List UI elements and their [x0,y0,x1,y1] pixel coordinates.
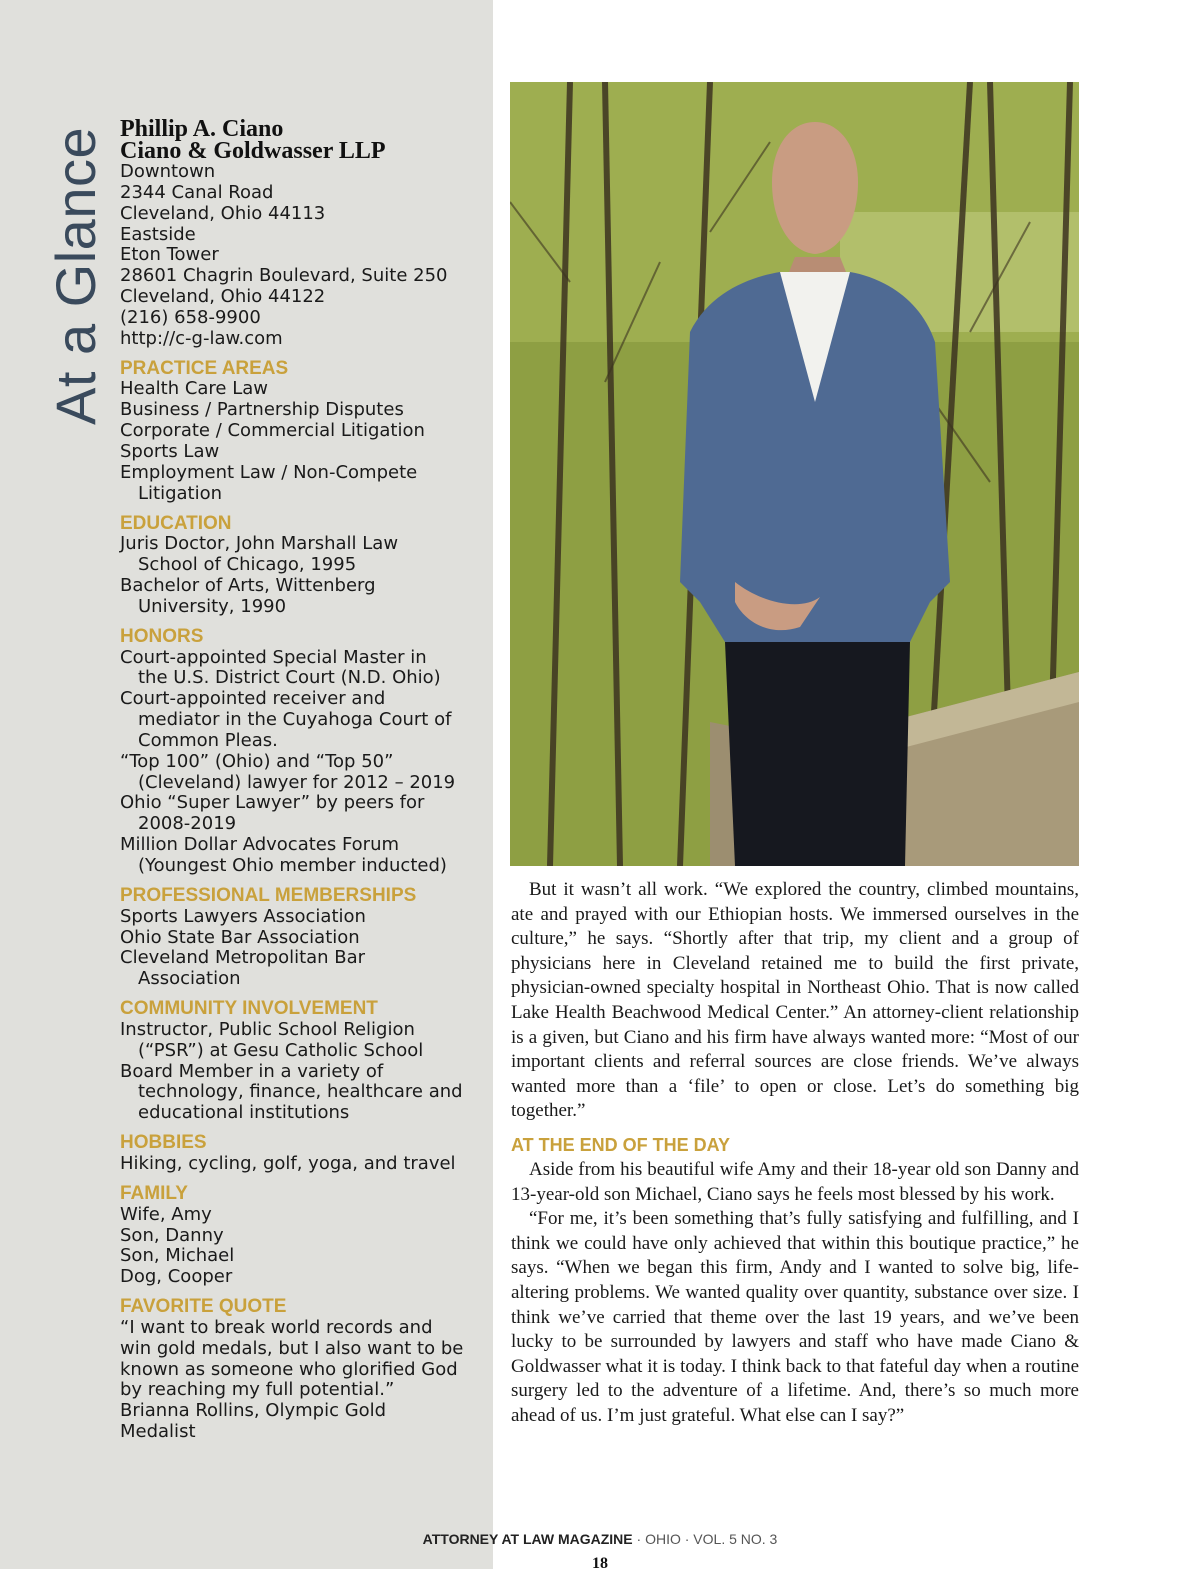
list-item: Million Dollar Advocates Forum [120,834,400,856]
article-body [511,878,1079,1428]
contact-block [120,162,485,350]
favorite-quote-heading: FAVORITE QUOTE [120,1296,287,1318]
list-item: Employment Law / Non-Compete [120,461,418,483]
list-item: Sports Law [120,440,220,462]
address-line: 28601 Chagrin Boulevard, Suite 250 [120,265,448,287]
quote-line: win gold medals, but I also want to be [120,1337,464,1359]
issue-info: · OHIO · VOL. 5 NO. 3 [632,1531,778,1547]
office-label-eastside: Eastside [120,223,196,245]
article-paragraph: “For me, it’s been something that’s fully satisfying and fulfilling, and I think we could have only achieved that within this boutique practice,” he says. “When we began this firm, Andy and I wanted to solve big, life-altering problems. We wanted quality over quantity, substance over size. I think we’ve carried that theme over the last 19 years, and we’ve been lucky to be surrounded by lawyers and staff who have made Ciano & Goldwasser what it is today. I think back to that fateful day when a routine surgery led to the adventure of a lifetime. And, there’s so much more ahead of us. I’m just grateful. What else can I say?” [511,1208,1079,1426]
attorney-name: Phillip A. Ciano [120,116,284,142]
list-item: Son, Danny [120,1224,224,1246]
quote-line: by reaching my full potential.” [120,1379,395,1401]
list-item-continuation: (Youngest Ohio member inducted) [138,855,447,876]
magazine-name: ATTORNEY AT LAW MAGAZINE [422,1531,633,1547]
portrait-photo-illustration [510,82,1079,866]
list-item: Corporate / Commercial Litigation [120,420,425,442]
list-item-continuation: the U.S. District Court (N.D. Ohio) [138,667,441,689]
page-number: 18 [592,1555,608,1572]
community-heading: COMMUNITY INVOLVEMENT [120,998,378,1020]
list-item-continuation: educational institutions [138,1102,350,1124]
address-line: Cleveland, Ohio 44122 [120,286,326,308]
hobbies-heading: HOBBIES [120,1132,207,1154]
article-paragraph: But it wasn’t all work. “We explored the country, climbed mountains, ate and prayed with our Ethiopian hosts. We immersed ourselves in the culture,” he says. “Shortly after that trip, my client and a group of physicians here in Cleveland retained me to build the first private, physician-owned specialty hospital in Northeast Ohio. That is now called Lake Health Beachwood Medical Center.” An attorney-client relationship is a given, but Ciano and his firm have always wanted more: “Most of our important clients and referral sources are close friends. We’ve always wanted more than a ‘file’ to open or close. Let’s do something big together.” [511,879,1079,1122]
list-item: Business / Partnership Disputes [120,399,404,421]
list-item-continuation: Association [138,968,241,990]
address-line: 2344 Canal Road [120,181,274,203]
list-item: Wife, Amy [120,1203,212,1225]
family-heading: FAMILY [120,1182,188,1204]
office-label-downtown: Downtown [120,161,216,182]
list-item: Board Member in a variety of [120,1060,384,1082]
list-item: Dog, Cooper [120,1266,233,1288]
list-item-continuation: (“PSR”) at Gesu Catholic School [138,1039,424,1061]
list-item-continuation: mediator in the Cuyahoga Court of [138,709,452,731]
list-item: Ohio State Bar Association [120,926,360,948]
list-item: Court-appointed receiver and [120,688,386,710]
article-subheading: AT THE END OF THE DAY [511,1134,731,1155]
list-item: Son, Michael [120,1245,235,1267]
list-item: Bachelor of Arts, Wittenberg [120,575,376,597]
portrait-photo [510,82,1079,866]
page-footer [0,1531,1200,1547]
address-line: Eton Tower [120,244,219,266]
firm-name: Ciano & Goldwasser LLP [120,138,386,164]
quote-attribution: Brianna Rollins, Olympic Gold [120,1400,387,1422]
list-item: Hiking, cycling, golf, yoga, and travel [120,1152,456,1174]
honors-heading: HONORS [120,625,204,647]
at-a-glance-title: At a Glance [44,126,107,425]
list-item-continuation: technology, finance, healthcare and [138,1081,463,1103]
list-item: Cleveland Metropolitan Bar [120,947,366,969]
list-item: Ohio “Super Lawyer” by peers for [120,792,425,814]
list-item: Health Care Law [120,378,269,400]
at-a-glance-sidebar [0,0,493,1569]
glance-content [120,118,485,1443]
list-item: Instructor, Public School Religion [120,1018,415,1040]
list-item: Sports Lawyers Association [120,905,366,927]
website-link[interactable]: http://c-g-law.com [120,327,283,349]
list-item-continuation: Common Pleas. [138,729,278,751]
list-item: Juris Doctor, John Marshall Law [120,533,399,555]
education-heading: EDUCATION [120,512,232,534]
quote-line: known as someone who glorified God [120,1358,458,1380]
article-paragraph: Aside from his beautiful wife Amy and their 18-year old son Danny and 13-year-old son Michael, Ciano says he feels most blessed by his work. [511,1158,1079,1205]
memberships-heading: PROFESSIONAL MEMBERSHIPS [120,884,417,906]
list-item: Court-appointed Special Master in [120,646,427,668]
address-line: Cleveland, Ohio 44113 [120,202,326,224]
list-item: “Top 100” (Ohio) and “Top 50” [120,750,394,772]
practice-areas-heading: PRACTICE AREAS [120,357,289,379]
quote-attribution: Medalist [120,1421,196,1443]
list-item-continuation: School of Chicago, 1995 [138,554,357,576]
list-item-continuation: University, 1990 [138,595,287,617]
list-item-continuation: (Cleveland) lawyer for 2012 – 2019 [138,771,456,793]
list-item-continuation: 2008-2019 [138,813,237,835]
quote-line: “I want to break world records and [120,1316,433,1338]
phone-number: (216) 658-9900 [120,306,261,328]
list-item-continuation: Litigation [138,482,223,504]
